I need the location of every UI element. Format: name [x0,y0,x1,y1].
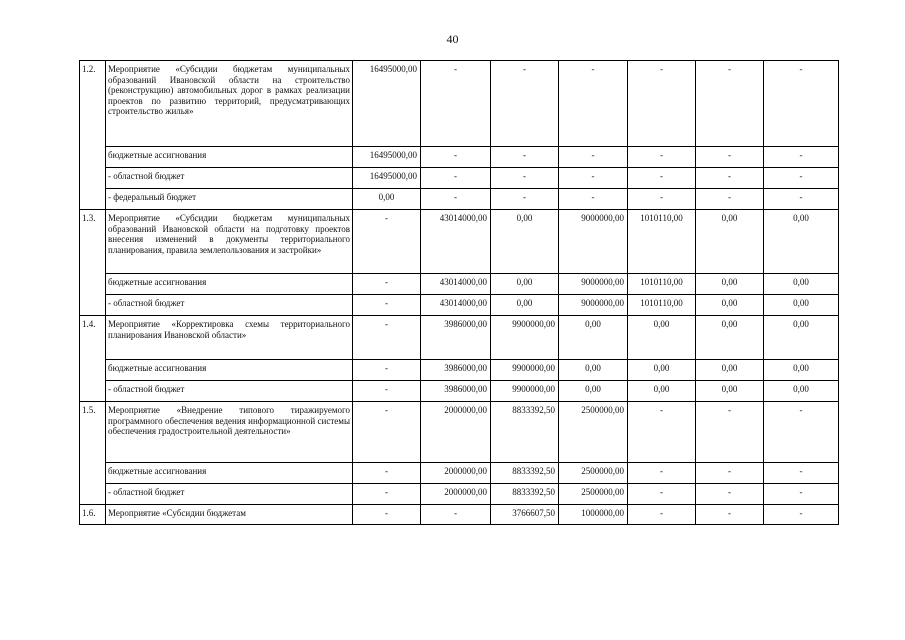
value-cell: 0,00 [764,274,839,295]
value-cell: - [353,274,421,295]
value-cell: 2500000,00 [559,463,628,484]
value-cell: - [559,147,628,168]
value-cell: - [353,484,421,505]
value-cell: 9000000,00 [559,210,628,274]
value-cell: 0,00 [559,360,628,381]
row-label: - федеральный бюджет [106,189,353,210]
row-label: - областной бюджет [106,295,353,316]
row-number: 1.3. [80,210,106,316]
value-cell: - [421,147,491,168]
value-cell: 0,00 [491,274,559,295]
value-cell: 43014000,00 [421,295,491,316]
value-cell: 2500000,00 [559,402,628,463]
value-cell: 8833392,50 [491,402,559,463]
value-cell: 16495000,00 [353,61,421,147]
value-cell: - [491,168,559,189]
table-row [80,147,839,168]
value-cell: - [353,295,421,316]
value-cell: - [696,147,764,168]
value-cell: 9000000,00 [559,274,628,295]
value-cell: 0,00 [764,210,839,274]
value-cell: - [353,381,421,402]
value-cell: 0,00 [696,360,764,381]
value-cell: - [353,463,421,484]
value-cell: 0,00 [764,316,839,360]
value-cell: 0,00 [559,381,628,402]
table-row [80,360,839,381]
value-cell: 16495000,00 [353,147,421,168]
value-cell: 3986000,00 [421,360,491,381]
value-cell: 8833392,50 [491,463,559,484]
value-cell: - [628,189,696,210]
table-row [80,402,839,463]
value-cell: - [628,402,696,463]
value-cell: - [421,168,491,189]
row-label: бюджетные ассигнования [106,463,353,484]
page-number: 40 [446,32,459,46]
value-cell: 43014000,00 [421,210,491,274]
value-cell: 2000000,00 [421,484,491,505]
value-cell: - [628,61,696,147]
value-cell: - [421,505,491,525]
value-cell: - [559,168,628,189]
value-cell: - [764,484,839,505]
value-cell: 0,00 [764,381,839,402]
value-cell: - [353,360,421,381]
value-cell: - [764,505,839,525]
value-cell: - [764,402,839,463]
table-row [80,463,839,484]
value-cell: 8833392,50 [491,484,559,505]
row-label: бюджетные ассигнования [106,360,353,381]
value-cell: - [696,168,764,189]
table-row [80,505,839,525]
value-cell: - [696,189,764,210]
row-label: - областной бюджет [106,381,353,402]
row-title: Мероприятие «Корректировка схемы территориального планирования Ивановской области» [106,316,353,360]
value-cell: 2000000,00 [421,463,491,484]
value-cell: 3986000,00 [421,316,491,360]
table-row [80,168,839,189]
table-row [80,316,839,360]
value-cell: 0,00 [628,360,696,381]
value-cell: 1010110,00 [628,295,696,316]
value-cell: 0,00 [764,360,839,381]
value-cell: 0,00 [696,274,764,295]
row-label: бюджетные ассигнования [106,274,353,295]
value-cell: - [628,147,696,168]
row-label: бюджетные ассигнования [106,147,353,168]
value-cell: 0,00 [696,316,764,360]
value-cell: 0,00 [696,210,764,274]
value-cell: - [764,463,839,484]
value-cell: - [491,61,559,147]
value-cell: 1000000,00 [559,505,628,525]
value-cell: - [628,484,696,505]
table-row [80,295,839,316]
value-cell: - [353,505,421,525]
value-cell: - [764,189,839,210]
value-cell: - [696,463,764,484]
table-row [80,61,839,147]
row-number: 1.2. [80,61,106,210]
value-cell: - [559,189,628,210]
value-cell: - [353,210,421,274]
value-cell: - [421,61,491,147]
value-cell: 0,00 [764,295,839,316]
value-cell: 0,00 [628,381,696,402]
table-row [80,274,839,295]
row-number: 1.4. [80,316,106,402]
value-cell: 43014000,00 [421,274,491,295]
row-title: Мероприятие «Субсидии бюджетам муниципальных образований Ивановской области на подготовку проектов внесения изменений в документы территориального планирования, правила землепользования и застройки» [106,210,353,274]
value-cell: 0,00 [628,316,696,360]
value-cell: 9900000,00 [491,381,559,402]
value-cell: - [628,168,696,189]
row-title: Мероприятие «Внедрение типового тиражируемого программного обеспечения ведения информационной системы обеспечения градостроительной деятельности» [106,402,353,463]
row-title: Мероприятие «Субсидии бюджетам муниципальных образований Ивановской области на строительство (реконструкцию) автомобильных дорог в рамках реализации проектов по развитию территорий, предусматривающих строительство жилья» [106,61,353,147]
value-cell: 0,00 [559,316,628,360]
value-cell: - [421,189,491,210]
row-title: Мероприятие «Субсидии бюджетам [106,505,353,525]
table-row [80,210,839,274]
value-cell: 1010110,00 [628,274,696,295]
value-cell: - [559,61,628,147]
value-cell: - [491,147,559,168]
row-label: - областной бюджет [106,168,353,189]
value-cell: 1010110,00 [628,210,696,274]
row-label: - областной бюджет [106,484,353,505]
value-cell: - [628,505,696,525]
value-cell: - [696,505,764,525]
value-cell: - [696,402,764,463]
table-row [80,381,839,402]
table-row [80,189,839,210]
value-cell: 3986000,00 [421,381,491,402]
value-cell: 16495000,00 [353,168,421,189]
row-number: 1.6. [80,505,106,525]
value-cell: - [696,484,764,505]
value-cell: 0,00 [353,189,421,210]
budget-table [79,60,839,525]
value-cell: 2000000,00 [421,402,491,463]
value-cell: - [764,147,839,168]
value-cell: 9000000,00 [559,295,628,316]
value-cell: 0,00 [491,295,559,316]
row-number: 1.5. [80,402,106,505]
value-cell: 0,00 [491,210,559,274]
value-cell: 0,00 [696,295,764,316]
value-cell: - [491,189,559,210]
value-cell: 9900000,00 [491,316,559,360]
value-cell: - [628,463,696,484]
table-row [80,484,839,505]
value-cell: 2500000,00 [559,484,628,505]
value-cell: 0,00 [696,381,764,402]
value-cell: - [353,316,421,360]
value-cell: - [764,61,839,147]
value-cell: - [764,168,839,189]
value-cell: - [696,61,764,147]
value-cell: 9900000,00 [491,360,559,381]
value-cell: - [353,402,421,463]
value-cell: 3766607,50 [491,505,559,525]
